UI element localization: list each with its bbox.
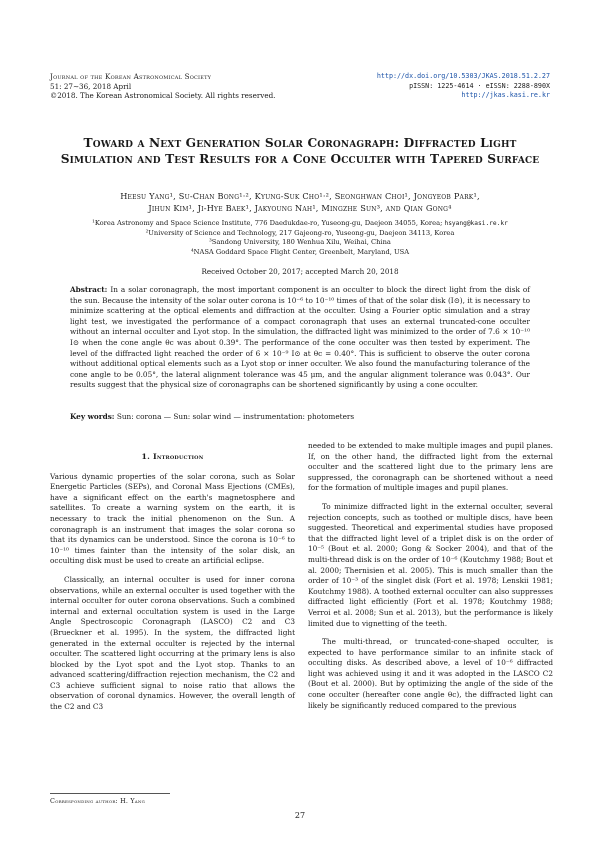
corresponding-author-text: Corresponding author: H. Yang bbox=[50, 797, 145, 805]
abstract-text: In a solar coronagraph, the most important component is an occulter to block the direct light from the disk of the sun. Because the intensity of the solar outer corona is 10⁻⁶ to 10⁻¹⁰ times of that of the solar disk (I⊙), it is necessary to minimize scattering at the optical elements and diffraction at the occulter. Using a Fourier optic simulation and a stray light test, we investigated the performance of a compact coronagraph that uses an external truncated-cone occulter without an internal occulter and Lyot stop. In the simulation, the diffracted light was minimized to the order of 7.6 × 10⁻¹⁰ I⊙ when the cone angle θc was about 0.39°. The performance of the cone occulter was then tested by experiment. The level of the diffracted light reached the order of 6 × 10⁻⁹ I⊙ at θc = 0.40°. This is sufficient to observe the outer corona without additional optical elements such as a Lyot stop or inner occulter. We also found the manufacturing tolerance of the cone angle to be 0.05°, the lateral alignment tolerance was 45 μm, and the angular alignment tolerance was 0.043°. Our results suggest that the physical size of coronagraphs can be shortened significantly by using a cone occulter. bbox=[70, 285, 530, 390]
corresponding-author bbox=[50, 797, 145, 805]
intro-paragraph-4: To minimize diffracted light in the external occulter, several rejection concepts, such as toothed or multiple discs, have been suggested. Theoretical and experimental studies have proposed that the diffracted light level of a triplet disk is on the order of 10⁻⁵ (Bout et al. 2000; Gong & Socker 2004), and that of the multi-thread disk is on the order of 10⁻⁶ (Koutchmy 1988; Bout et al. 2000; Thernisien et al. 2005). This is much smaller than the order of 10⁻³ of the singlet disk (Fort et al. 1978; Lenskii 1981; Koutchmy 1988). A toothed external occulter can also suppresses diffracted light efficiently (Fort et al. 1978; Koutchmy 1988; Verroi et al. 2008; Sun et al. 2013), but the performance is likely limited due to vignetting of the teeth. bbox=[308, 501, 553, 628]
author-list bbox=[70, 190, 530, 214]
doi-header bbox=[290, 72, 550, 101]
keywords bbox=[70, 412, 530, 422]
volume-line: 51: 27∼36, 2018 April bbox=[50, 81, 132, 91]
email-link[interactable]: hsyang@kasi.re.kr bbox=[444, 220, 508, 227]
journal-name: Journal of the Korean Astronomical Society bbox=[50, 72, 212, 81]
affiliation-2: ²University of Science and Technology, 217 Gajeong-ro, Yuseong-gu, Daejeon 34113, Korea bbox=[145, 228, 455, 237]
affiliation-1-text: ¹Korea Astronomy and Space Science Institute, 776 Daedukdae-ro, Yuseong-gu, Daejeon 34055, Korea; bbox=[92, 219, 443, 227]
footnote-rule bbox=[50, 793, 170, 794]
abstract bbox=[70, 285, 530, 391]
doi-link[interactable]: http://dx.doi.org/10.5303/JKAS.2018.51.2.27 bbox=[376, 72, 550, 80]
page-number: 27 bbox=[294, 811, 306, 820]
abstract-label: Abstract: bbox=[70, 285, 108, 294]
received-date: Received October 20, 2017; accepted March 20, 2018 bbox=[201, 267, 399, 276]
affiliation-3: ³Sandong University, 180 Wenhua Xilu, Weihai, China bbox=[209, 238, 391, 247]
section-heading bbox=[50, 452, 295, 463]
keywords-text: Sun: corona — Sun: solar wind — instrumentation: photometers bbox=[116, 412, 355, 421]
paper-title: Toward a Next Generation Solar Coronagraph: Diffracted Light Simulation and Test Results for a Cone Occulter with Tapered Surface bbox=[60, 136, 540, 166]
issn-line: pISSN: 1225-4614 · eISSN: 2288-890X bbox=[409, 81, 550, 90]
intro-paragraph-1: Various dynamic properties of the solar corona, such as Solar Energetic Particles (SEPs), and Coronal Mass Ejections (CMEs), have a significant effect on the earth's magnetosphere and satellites. To create a warning system on the earth, it is necessary to track the initial phenomenon on the Sun. A coronagraph is an instrument that images the solar corona so that its dynamics can be understood. Since the corona is 10⁻⁶ to 10⁻¹⁰ times fainter than the intensity of the solar disk, an occulting disk must be used to create an artificial eclipse. bbox=[50, 471, 295, 566]
left-column bbox=[50, 452, 295, 713]
affiliations bbox=[50, 219, 550, 257]
right-column bbox=[308, 441, 553, 711]
author-line-2: Jihun Kim¹, Ji-Hye Baek¹, Jakyoung Nah¹, Mingzhe Sun³, and Qian Gong⁴ bbox=[148, 203, 452, 213]
journal-url-link[interactable]: http://jkas.kasi.re.kr bbox=[461, 91, 550, 100]
intro-paragraph-5: The multi-thread, or truncated-cone-shaped occulter, is expected to have performance similar to an infinite stack of occulting disks. As described above, a level of 10⁻⁶ diffracted light was achieved using it and it was adopted in the LASCO C2 (Bout et al. 2000). But by optimizing the angle of the side of the cone occulter (hereafter cone angle θc), the diffracted light can likely be significantly reduced compared to the previous bbox=[308, 637, 553, 710]
section-heading-text: 1. Introduction bbox=[141, 452, 204, 461]
affiliation-4: ⁴NASA Goddard Space Flight Center, Greenbelt, Maryland, USA bbox=[190, 247, 410, 256]
affiliation-1 bbox=[50, 219, 550, 229]
intro-paragraph-3: needed to be extended to make multiple images and pupil planes. If, on the other hand, the diffracted light from the external occulter and the scattered light due to the primary lens are suppressed, the coronagraph can be shortened without a need for the formation of multiple images and pupil planes. bbox=[308, 441, 553, 493]
author-line-1: Heesu Yang¹, Su-Chan Bong¹·², Kyung-Suk Cho¹·², Seonghwan Choi¹, Jongyeob Park¹, bbox=[120, 191, 480, 201]
intro-paragraph-2: Classically, an internal occulter is used for inner corona observations, while an external occulter is used together with the internal occulter for outer corona observations. Such a combined internal and external occultation system is used in the Large Angle Spectroscopic Coronagraph (LASCO) C2 and C3 (Brueckner et al. 1995). In the system, the diffracted light generated in the external occulter is rejected by the internal occulter. The scattered light occurring at the primary lens is also blocked by the Lyot spot and the Lyot stop. Thanks to an advanced scattering/diffraction rejection mechanism, the C2 and C3 achieve sufficient signal to noise ratio that allows the observation of coronal dynamics. However, the overall length of the C2 and C3 bbox=[50, 574, 295, 712]
keywords-label: Key words: bbox=[70, 412, 115, 421]
copyright-line: ©2018. The Korean Astronomical Society. All rights reserved. bbox=[50, 91, 276, 101]
